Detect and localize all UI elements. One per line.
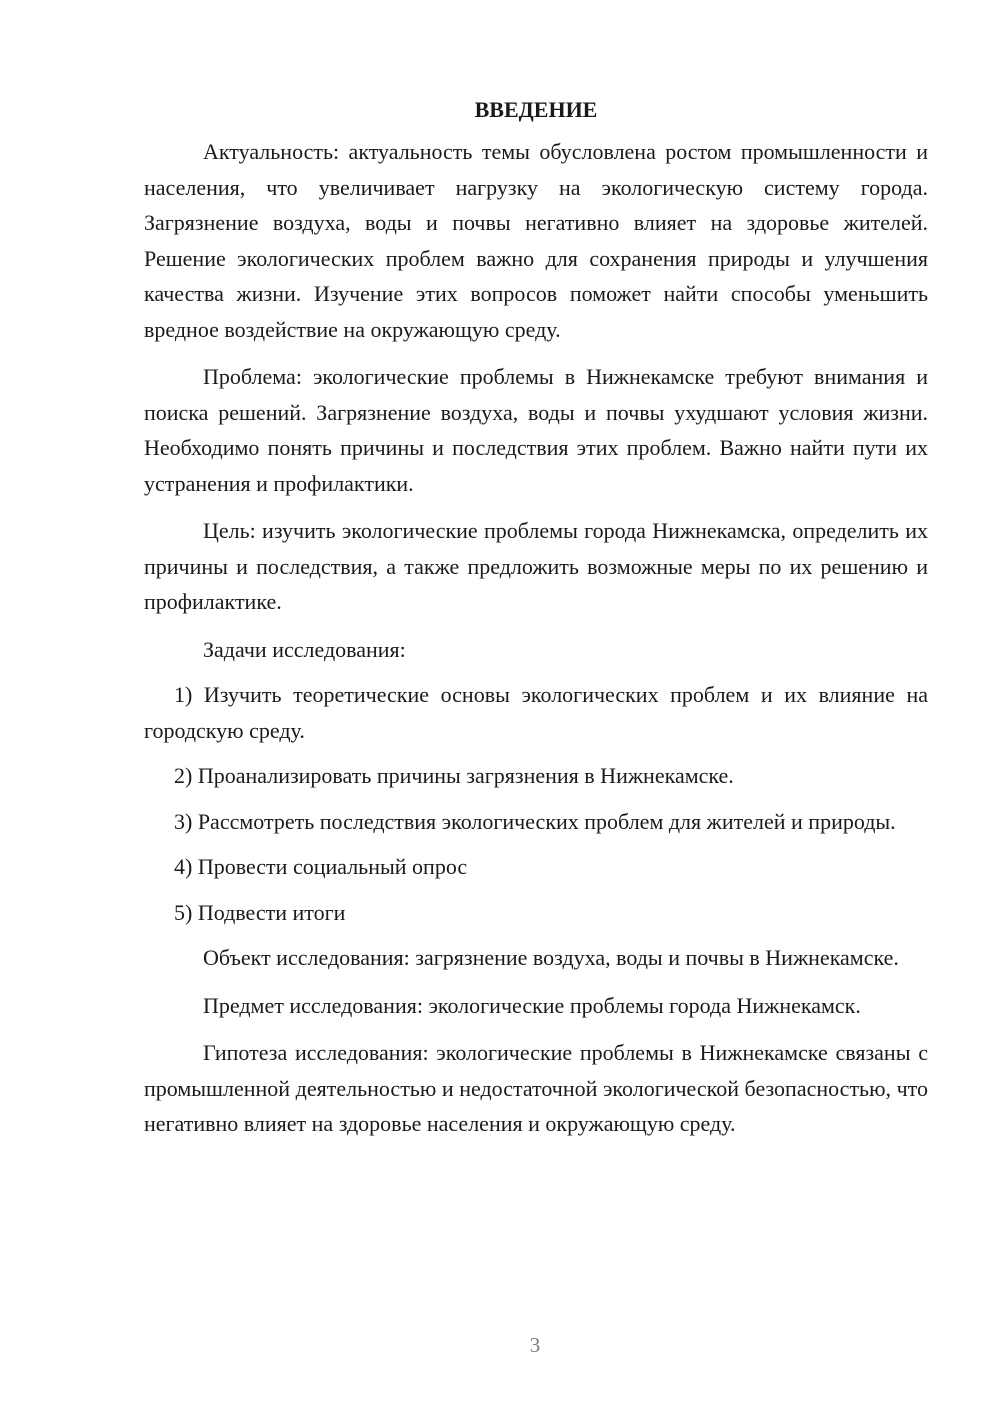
problem-paragraph: Проблема: экологические проблемы в Нижнекамске требуют внимания и поиска решений. Загрязнение воздуха, воды и почвы ухудшают условия жизни. Необходимо понять причины и последствия этих проблем. Важно найти пути их устранения и профилактики.: [144, 364, 928, 496]
tasks-title: Задачи исследования:: [203, 636, 406, 662]
relevance-paragraph: Актуальность: актуальность темы обусловлена ростом промышленности и населения, что увеличивает нагрузку на экологическую систему города. Загрязнение воздуха, воды и почвы негативно влияет на здоровье жителей. Решение экологических проблем важно для сохранения природы и улучшения качества жизни. Изучение этих вопросов поможет найти способы уменьшить вредное воздействие на окружающую среду.: [144, 139, 928, 342]
task-item: 4) Провести социальный опрос: [174, 854, 468, 879]
task-item: 2) Проанализировать причины загрязнения в Нижнекамске.: [174, 763, 734, 788]
page-content: [144, 92, 928, 1154]
goal-paragraph: Цель: изучить экологические проблемы города Нижнекамска, определить их причины и последствия, а также предложить возможные меры по их решению и профилактике.: [144, 518, 928, 614]
task-item: 1) Изучить теоретические основы экологических проблем и их влияние на городскую среду.: [144, 682, 928, 743]
section-heading: ВВЕДЕНИЕ: [474, 97, 598, 122]
page-number: 3: [529, 1333, 541, 1357]
object-paragraph: Объект исследования: загрязнение воздуха, воды и почвы в Нижнекамске.: [203, 945, 899, 970]
task-item: 5) Подвести итоги: [174, 899, 346, 925]
hypothesis-paragraph: Гипотеза исследования: экологические проблемы в Нижнекамске связаны с промышленной деятельностью и недостаточной экологической безопасностью, что негативно влияет на здоровье населения и окружающую среду.: [144, 1040, 928, 1136]
task-item: 3) Рассмотреть последствия экологических проблем для жителей и природы.: [174, 808, 896, 834]
subject-paragraph: Предмет исследования: экологические проблемы города Нижнекамск.: [203, 992, 861, 1018]
